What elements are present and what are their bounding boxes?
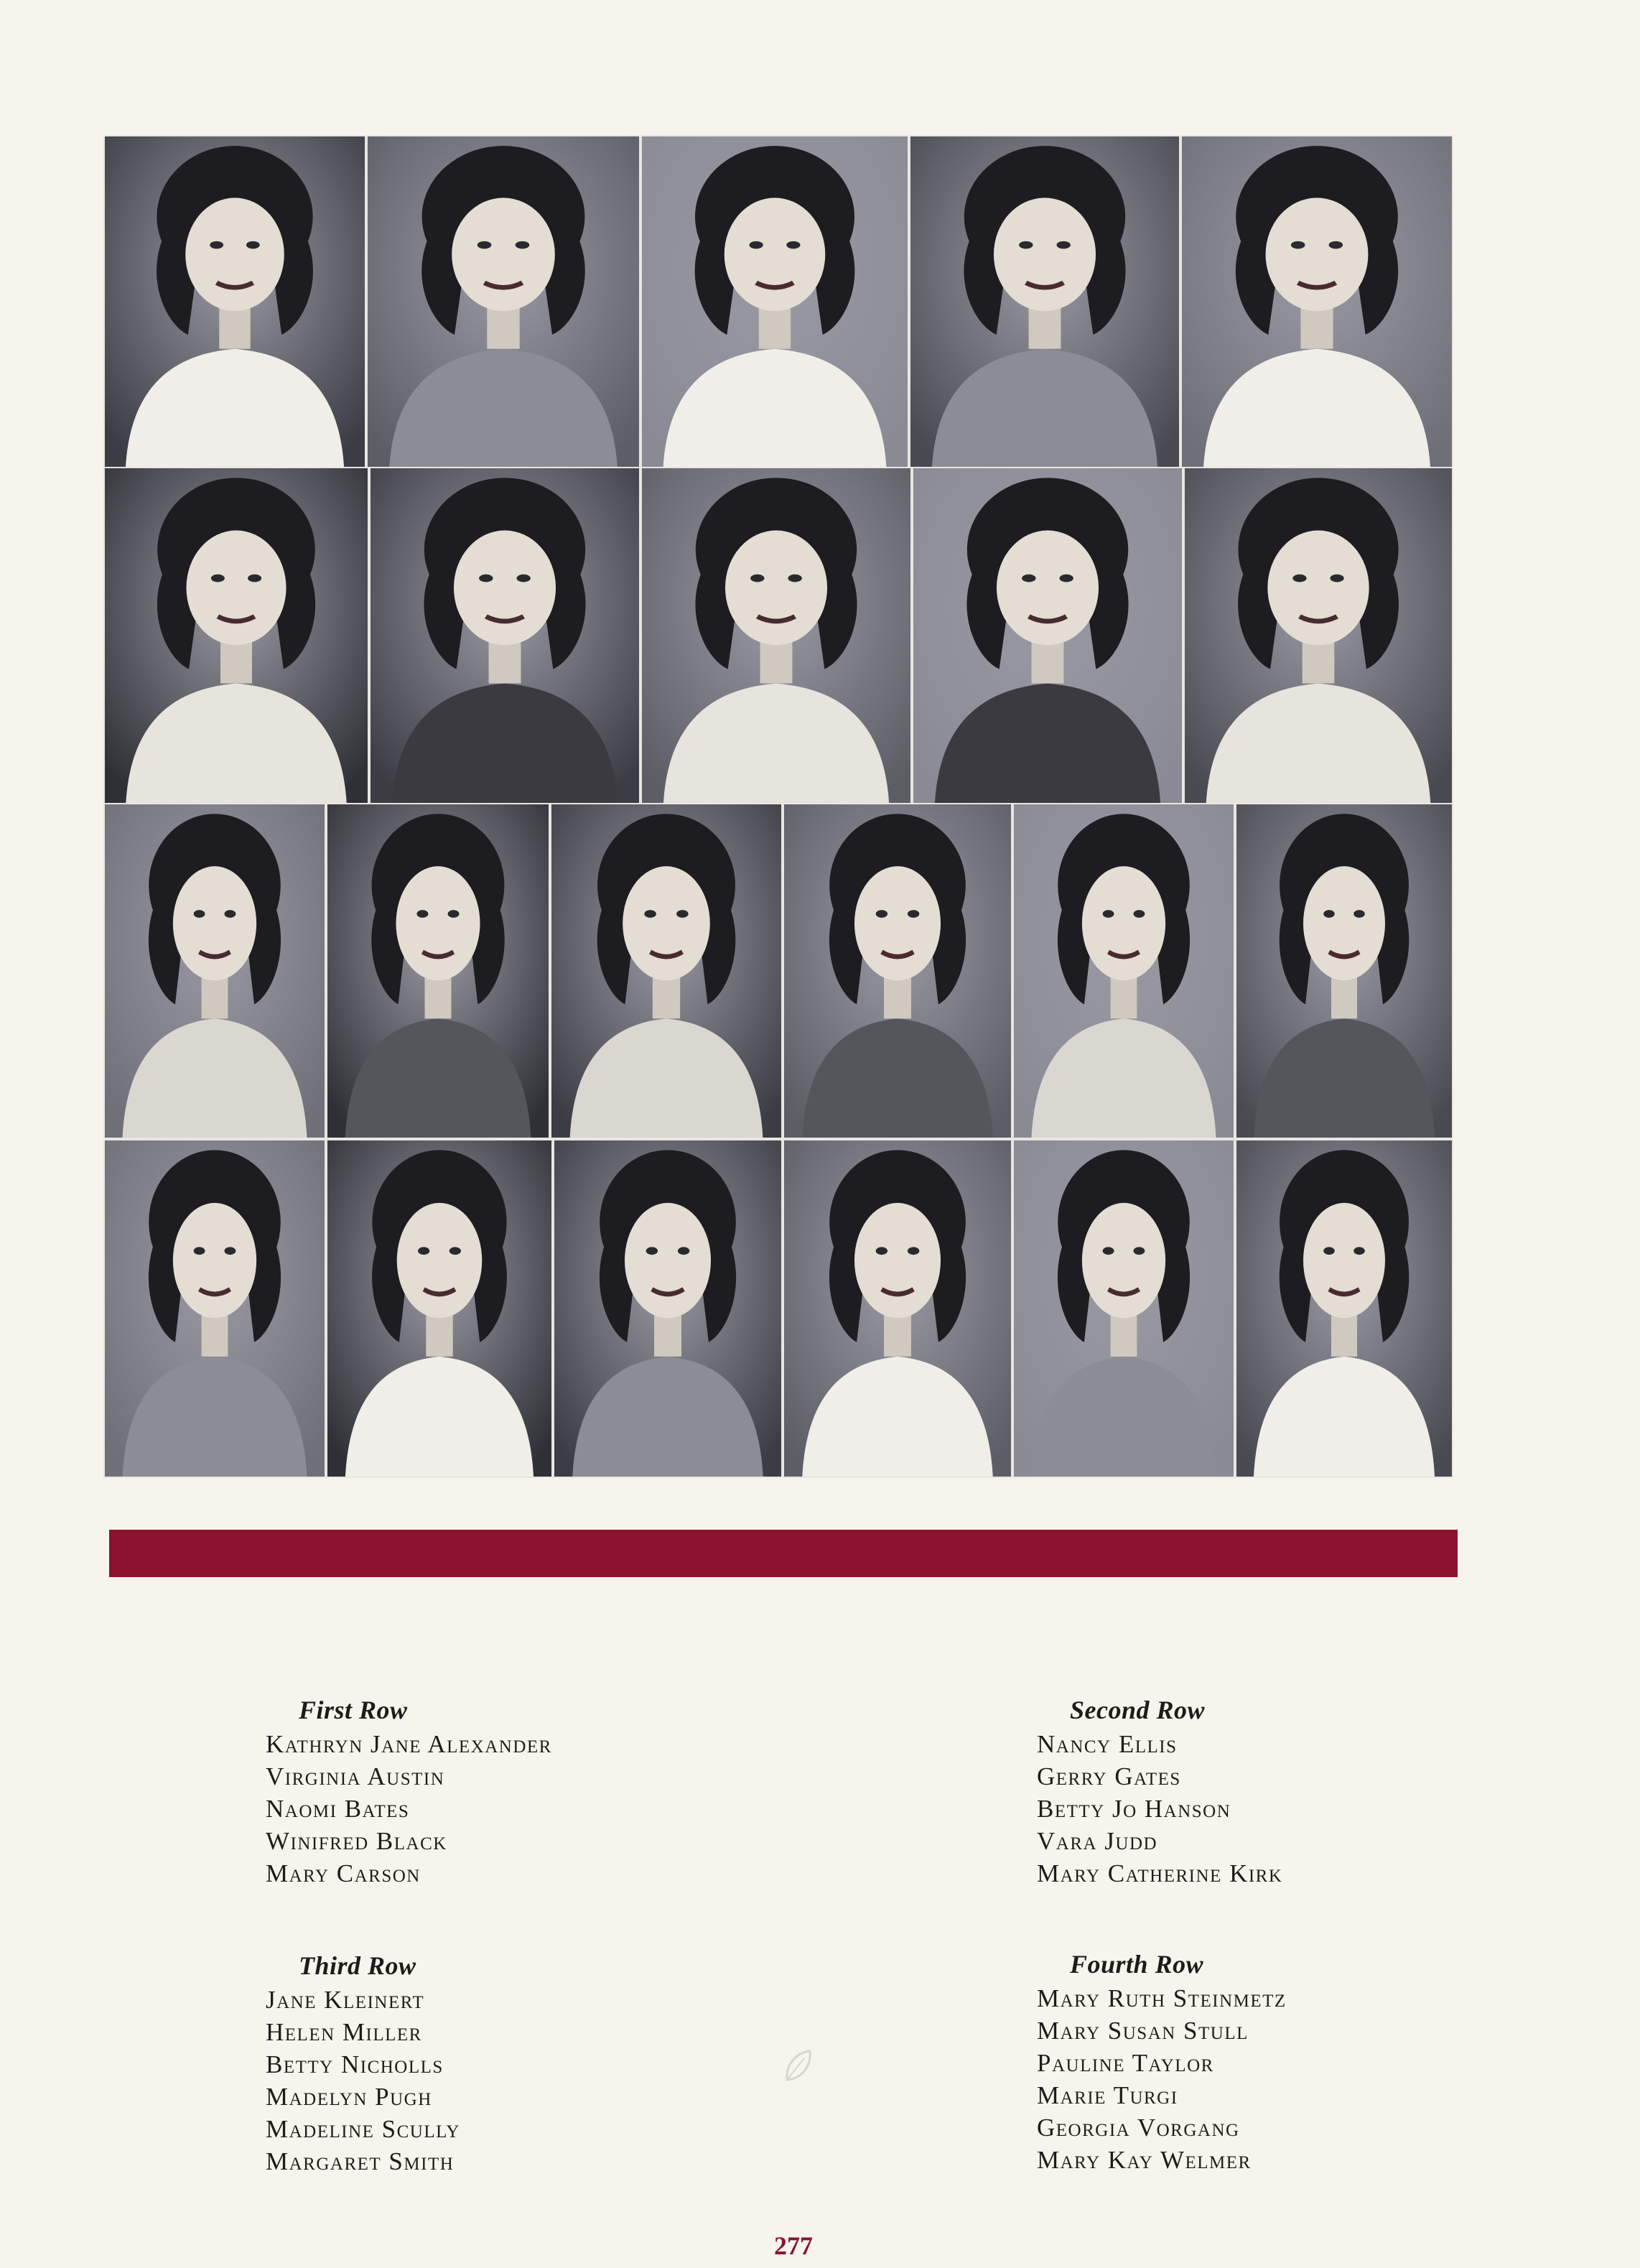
caption-heading: First Row	[299, 1696, 408, 1724]
portrait-photo	[103, 803, 326, 1139]
name-list	[1037, 1728, 1282, 1890]
leaf-watermark-icon	[783, 2048, 814, 2084]
student-name: Marie Turgi	[1037, 2081, 1178, 2109]
portrait-photo	[783, 803, 1012, 1139]
portrait-photo	[1183, 467, 1453, 804]
portrait-photo	[326, 1139, 553, 1478]
caption-fourth-row	[1037, 1949, 1287, 2176]
student-name: Margaret Smith	[266, 2147, 455, 2175]
student-name: Kathryn Jane Alexander	[266, 1730, 552, 1758]
student-name: Gerry Gates	[1037, 1762, 1181, 1790]
portrait-photo	[326, 803, 550, 1139]
student-name: Mary Kay Welmer	[1037, 2146, 1252, 2174]
portrait-photo	[640, 135, 909, 468]
student-name: Mary Ruth Steinmetz	[1037, 1984, 1287, 2012]
portrait-photo	[1012, 1139, 1235, 1478]
page-number: 277	[774, 2231, 813, 2260]
student-name: Madelyn Pugh	[266, 2083, 432, 2111]
portrait-photo	[1012, 803, 1235, 1139]
student-name: Betty Jo Hanson	[1037, 1795, 1231, 1823]
portrait-photo	[369, 467, 640, 804]
portrait-photo	[103, 467, 369, 804]
student-name: Helen Miller	[266, 2018, 422, 2046]
portrait-photo	[553, 1139, 783, 1478]
caption-heading: Third Row	[299, 1951, 416, 1980]
caption-third-row	[266, 1951, 460, 2178]
portrait-photo	[909, 135, 1180, 468]
portrait-photo	[103, 1139, 326, 1478]
student-name: Nancy Ellis	[1037, 1730, 1178, 1758]
student-name: Winifred Black	[266, 1827, 447, 1855]
student-name: Vara Judd	[1037, 1827, 1158, 1855]
student-name: Betty Nicholls	[266, 2050, 444, 2078]
portrait-photo	[366, 135, 640, 468]
student-name: Mary Catherine Kirk	[1037, 1859, 1283, 1887]
student-name: Mary Carson	[266, 1859, 421, 1887]
portrait-photo	[1235, 1139, 1453, 1478]
portrait-photo	[783, 1139, 1012, 1478]
name-list	[266, 1728, 552, 1890]
portrait-photo	[1235, 803, 1453, 1139]
caption-second-row	[1037, 1695, 1282, 1890]
name-list	[266, 1984, 460, 2178]
student-name: Madeline Scully	[266, 2115, 460, 2143]
student-name: Virginia Austin	[266, 1762, 445, 1790]
caption-heading: Fourth Row	[1070, 1950, 1204, 1979]
student-name: Pauline Taylor	[1037, 2049, 1214, 2077]
caption-first-row	[266, 1695, 552, 1890]
portrait-photo	[550, 803, 783, 1139]
student-name: Naomi Bates	[266, 1795, 410, 1823]
name-list	[1037, 1982, 1287, 2176]
portrait-photo	[1180, 135, 1453, 468]
accent-divider-bar	[109, 1530, 1458, 1577]
portrait-photo	[912, 467, 1183, 804]
student-name: Georgia Vorgang	[1037, 2114, 1240, 2142]
student-name: Jane Kleinert	[266, 1986, 425, 2014]
student-name: Mary Susan Stull	[1037, 2017, 1249, 2045]
portrait-photo	[640, 467, 912, 804]
caption-heading: Second Row	[1070, 1696, 1206, 1724]
portrait-photo	[103, 135, 366, 468]
